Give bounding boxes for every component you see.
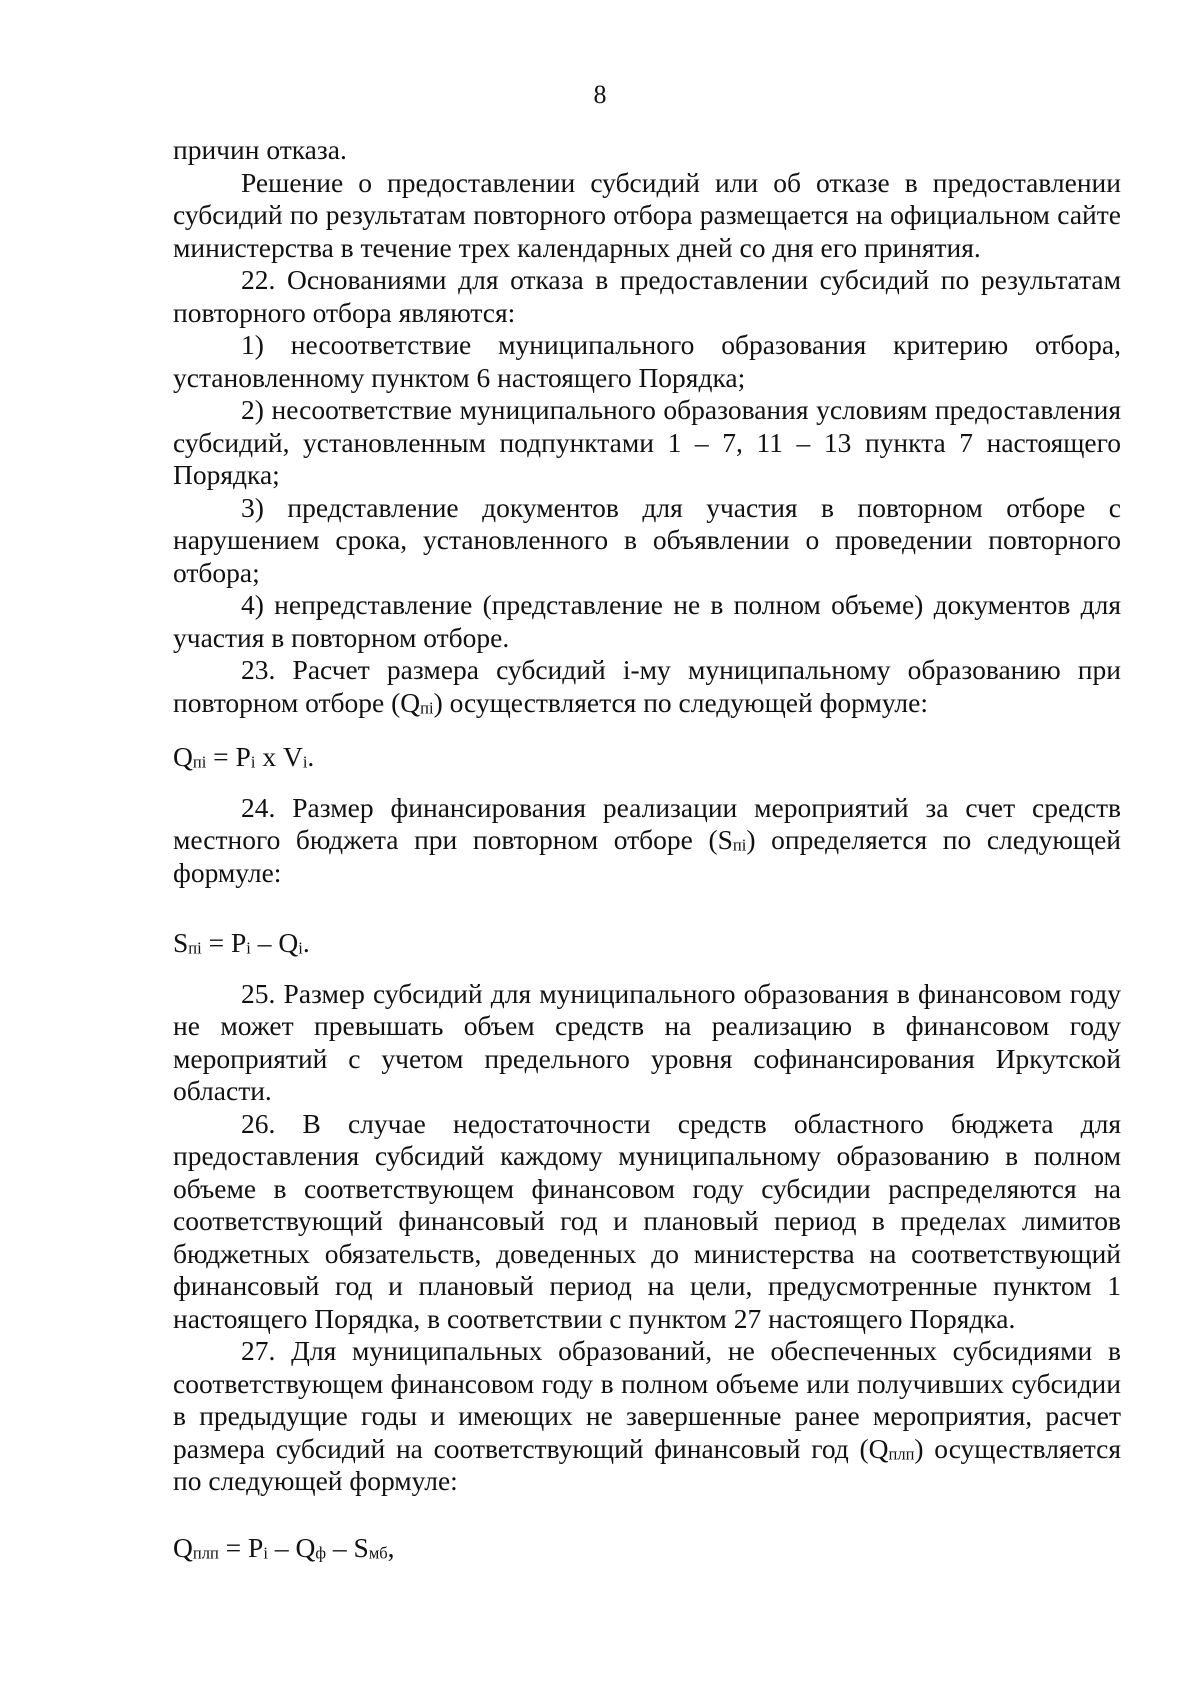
paragraph-22-item-3: 3) представление документов для участия в повторном отборе с нарушением срока, установленного в объявлении о проведении повторного отбора; bbox=[173, 491, 1121, 588]
paragraph-22-item-2: 2) несоответствие муниципального образования условиям предоставления субсидий, установленным подпунктами 1 – 7, 11 – 13 пункта 7 настоящего Порядка; bbox=[173, 394, 1121, 490]
formula-s-pi: $S_{пi} = P_i - Q_i$. bbox=[173, 927, 310, 958]
paragraph-continuation: причин отказа. bbox=[173, 134, 347, 165]
paragraph-26: 26. В случае недостаточности средств областного бюджета для предоставления субсидий каждому муниципальному образованию в полном объеме в соответствующем финансовом году субсидии распределяются на соответствующий финансовый год и плановый период в пределах лимитов бюджетных обязательств, доведенных до министерства на соответствующий финансовый год и плановый период на цели, предусмотренные пунктом 1 настоящего Порядка, в соответствии с пунктом 27 настоящего Порядка. bbox=[173, 1107, 1121, 1334]
paragraph-22-item-4: 4) непредставление (представление не в полном объеме) документов для участия в повторном отборе. bbox=[173, 589, 1121, 653]
document-body bbox=[173, 134, 1121, 1582]
paragraph-22-item-1: 1) несоответствие муниципального образования критерию отбора, установленному пунктом 6 настоящего Порядка; bbox=[173, 329, 1121, 393]
paragraph-25: 25. Размер субсидий для муниципального образования в финансовом году не может превышать объем средств на реализацию в финансовом году мероприятий с учетом предельного уровня софинансирования Иркутской области. bbox=[173, 977, 1121, 1106]
paragraph-decision: Решение о предоставлении субсидий или об отказе в предоставлении субсидий по результатам повторного отбора размещается на официальном сайте министерства в течение трех календарных дней со дня его принятия. bbox=[173, 166, 1121, 263]
formula-q-plp: $Q_{плп} = P_i - Q_ф - S_{мб}$, bbox=[173, 1531, 395, 1563]
paragraph-24: 24. Размер финансирования реализации мероприятий за счет средств местного бюджета при повторном отборе $(S_{пi})$ определяется по следующей формуле: bbox=[173, 791, 1121, 888]
paragraph-22: 22. Основаниями для отказа в предоставлении субсидий по результатам повторного отбора являются: bbox=[173, 264, 1121, 328]
page-number: 8 bbox=[593, 80, 607, 109]
paragraph-23: 23. Расчет размера субсидий i-му муниципальному образованию при повторном отборе $(Q_{пi})$ осуществляется по следующей формуле: bbox=[173, 654, 1121, 718]
paragraph-27: 27. Для муниципальных образований, не обеспеченных субсидиями в соответствующем финансовом году в полном объеме или получивших субсидии в предыдущие годы и имеющих не завершенные ранее мероприятия, расчет размера субсидий на соответствующий финансовый год $(Q_{плп})$ осуществляется по следующей формуле: bbox=[173, 1335, 1121, 1496]
formula-q-pi: $Q_{пi} = P_i$ х $V_i$. bbox=[173, 741, 315, 772]
